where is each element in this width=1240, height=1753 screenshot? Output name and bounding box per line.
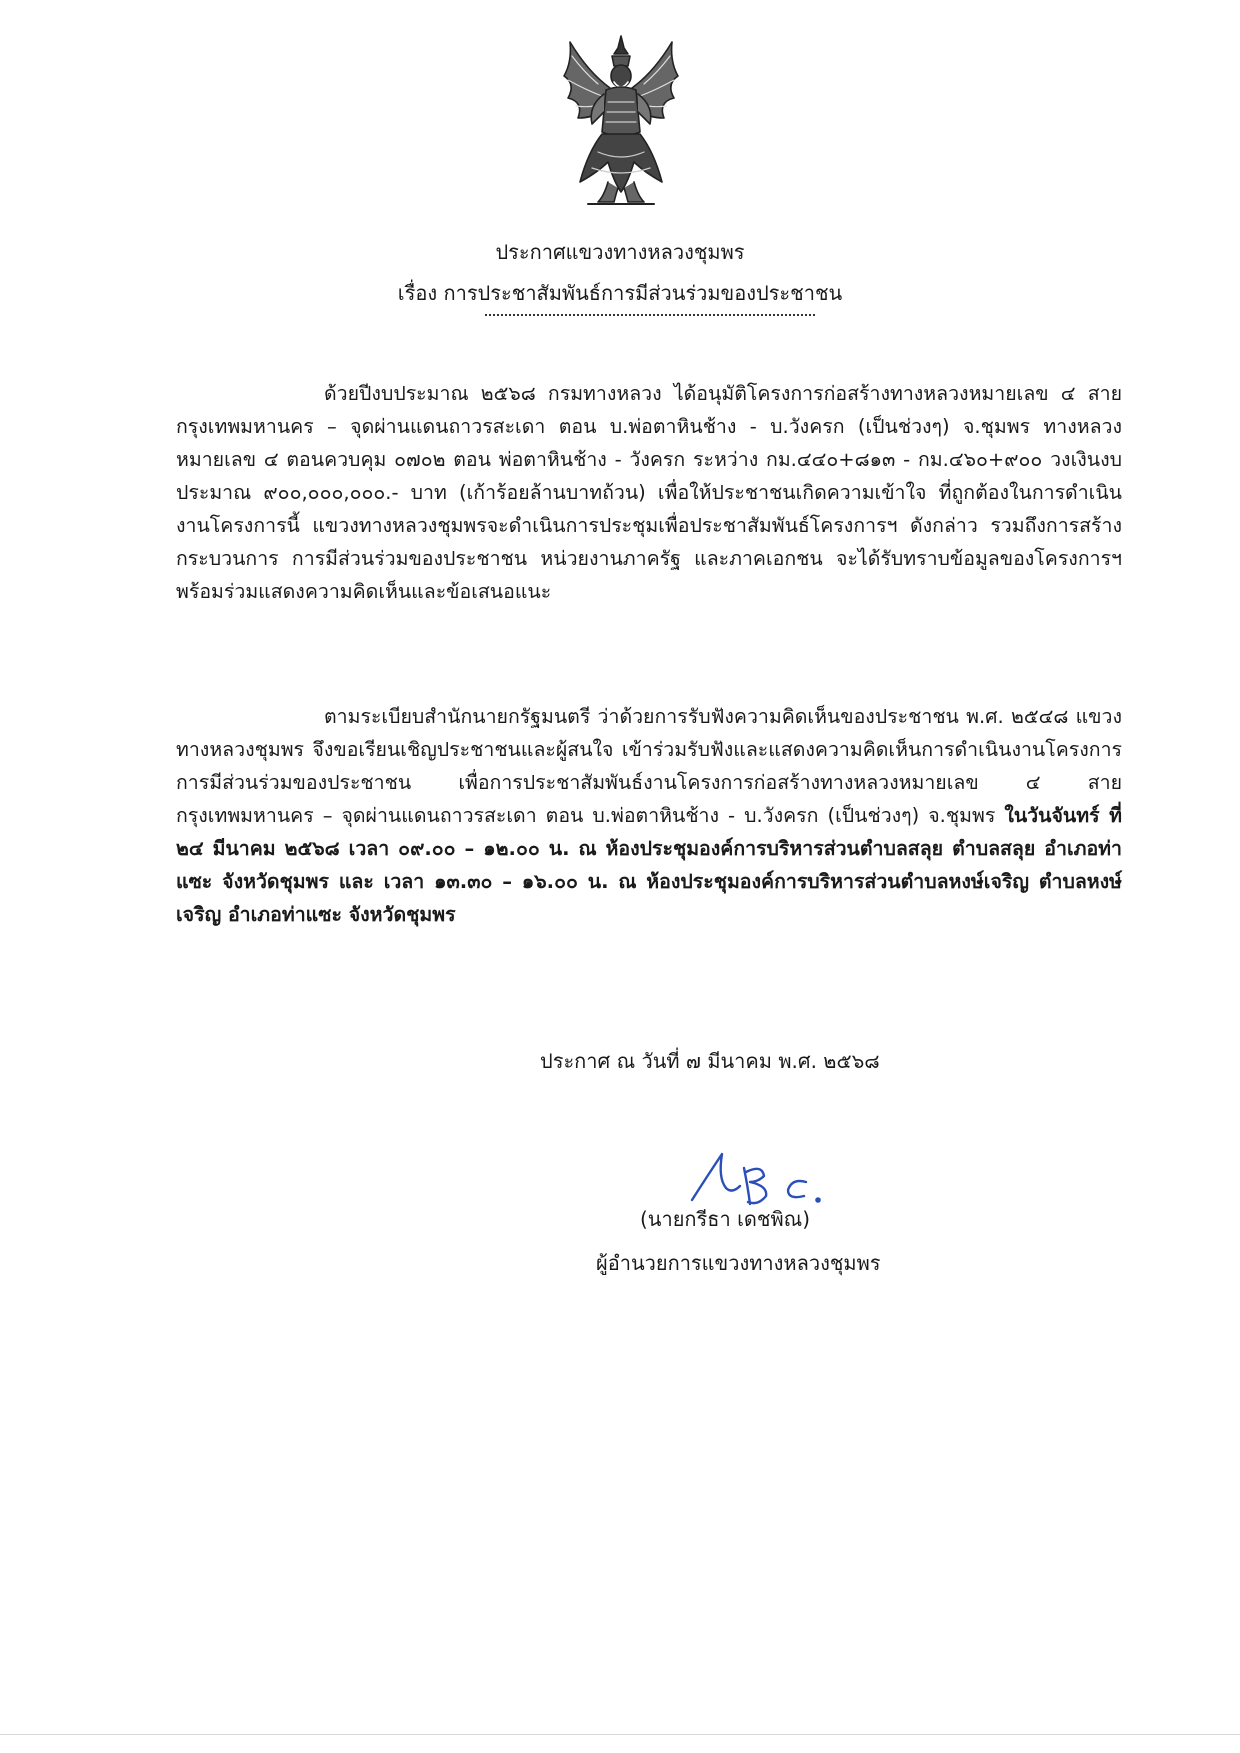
body-paragraph-2	[176, 700, 1122, 931]
garuda-emblem-icon	[558, 32, 684, 208]
page-bottom-rule	[0, 1734, 1240, 1735]
dotted-separator	[485, 312, 815, 316]
document-subject: เรื่อง การประชาสัมพันธ์การมีส่วนร่วมของประชาชน	[397, 281, 843, 305]
signer-position: ผู้อำนวยการแขวงทางหลวงชุมพร	[596, 1251, 881, 1275]
paragraph-1-text: ด้วยปีงบประมาณ ๒๕๖๘ กรมทางหลวง ได้อนุมัติโครงการก่อสร้างทางหลวงหมายเลข ๔ สายกรุงเทพมหานคร – จุดผ่านแดนถาวรสะเดา ตอน บ.พ่อตาหินช้าง - บ.วังครก (เป็นช่วงๆ) จ.ชุมพร ทางหลวงหมายเลข ๔ ตอนควบคุม ๐๗๐๒ ตอน พ่อตาหินช้าง - วังครก ระหว่าง กม.๔๔๐+๘๑๓ - กม.๔๖๐+๙๐๐ วงเงินงบประมาณ ๙๐๐,๐๐๐,๐๐๐.- บาท (เก้าร้อยล้านบาทถ้วน) เพื่อให้ประชาชนเกิดความเข้าใจ ที่ถูกต้องในการดำเนินงานโครงการนี้ แขวงทางหลวงชุมพรจะดำเนินการประชุมเพื่อประชาสัมพันธ์โครงการฯ ดังกล่าว รวมถึงการสร้างกระบวนการ การมีส่วนร่วมของประชาชน หน่วยงานภาครัฐ และภาคเอกชน จะได้รับทราบข้อมูลของโครงการฯ พร้อมร่วมแสดงความคิดเห็นและข้อเสนอแนะ	[176, 382, 1122, 603]
body-paragraph-1	[176, 377, 1122, 608]
meeting-schedule-text: ในวันจันทร์ ที่ ๒๔ มีนาคม ๒๕๖๘ เวลา ๐๙.๐๐ – ๑๒.๐๐ น. ณ ห้องประชุมองค์การบริหารส่วนตำบลสลุย ตำบลสลุย อำเภอท่าแซะ จังหวัดชุมพร และ เวลา ๑๓.๓๐ – ๑๖.๐๐ น. ณ ห้องประชุมองค์การบริหารส่วนตำบลหงษ์เจริญ ตำบลหงษ์เจริญ อำเภอท่าแซะ จังหวัดชุมพร	[176, 804, 1123, 926]
paragraph-2-text: ตามระเบียบสำนักนายกรัฐมนตรี ว่าด้วยการรับฟังความคิดเห็นของประชาชน พ.ศ. ๒๕๔๘ แขวงทางหลวงชุมพร จึงขอเรียนเชิญประชาชนและผู้สนใจ เข้าร่วมรับฟังและแสดงความคิดเห็นการดำเนินงานโครงการการมีส่วนร่วมของประชาชน เพื่อการประชาสัมพันธ์งานโครงการก่อสร้างทางหลวงหมายเลข ๔ สายกรุงเทพมหานคร – จุดผ่านแดนถาวรสะเดา ตอน บ.พ่อตาหินช้าง - บ.วังครก (เป็นช่วงๆ) จ.ชุมพร	[176, 705, 1122, 827]
announcement-date: ประกาศ ณ วันที่ ๗ มีนาคม พ.ศ. ๒๕๖๘	[540, 1049, 880, 1073]
document-title: ประกาศแขวงทางหลวงชุมพร	[495, 240, 745, 264]
signer-name: (นายกรีธา เดชพิณ)	[640, 1207, 811, 1231]
